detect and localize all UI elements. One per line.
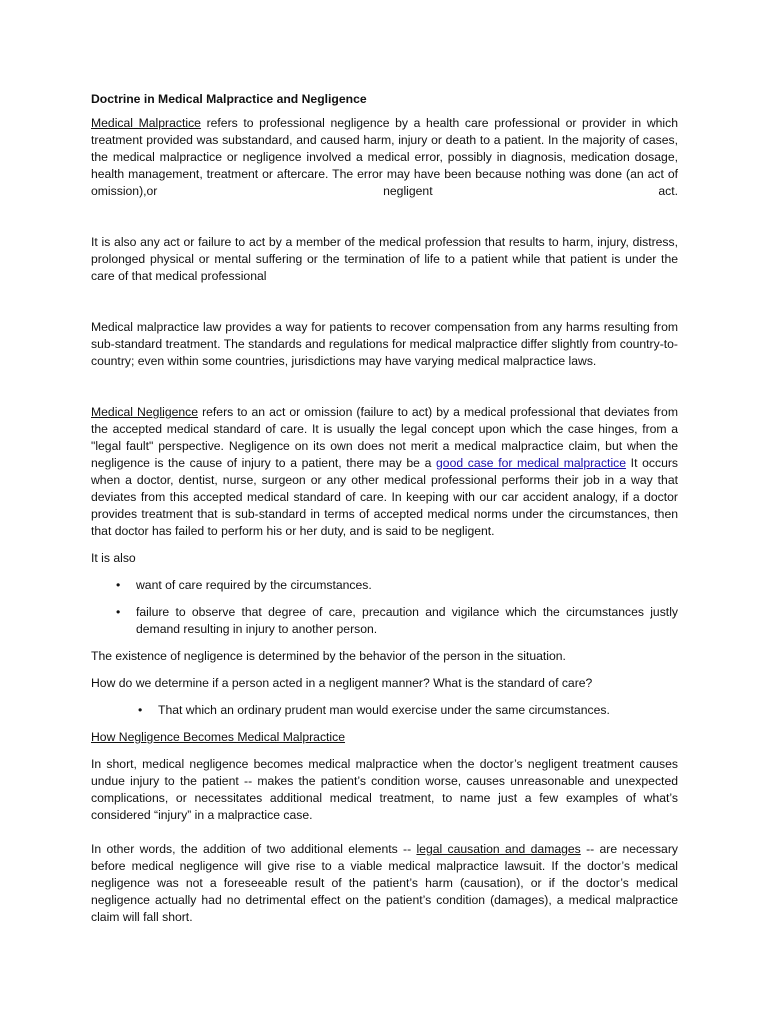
bullet-list-negligence: [116, 577, 678, 638]
list-item-text: want of care required by the circumstances.: [136, 578, 372, 592]
term-legal-causation: legal causation and damages: [416, 842, 581, 856]
paragraph-it-is-also: It is also: [91, 551, 136, 565]
document-page: [91, 91, 678, 926]
list-item: [138, 702, 678, 719]
bullet-list-standard-of-care: [138, 702, 678, 719]
paragraph-act-or-failure: It is also any act or failure to act by a member of the medical profession that results to harm, injury, distress, prolonged physical or mental suffering or the termination of life to a patient while that patient is under the care of that medical professional: [91, 235, 678, 283]
paragraph-text: refers to professional negligence by a health care professional or provider in which treatment provided was substandard, and caused harm, injury or death to a patient. In the majority of cases, the medical malpractice or negligence involved a medical error, possibly in diagnosis, medication dosage, health management, treatment or aftercare. The error may have been because nothing was done (an act of omission),or negligent act.: [91, 116, 678, 198]
bullet-icon: •: [116, 578, 121, 592]
list-item-text: failure to observe that degree of care, precaution and vigilance which the circumstances justly demand resulting in injury to another person.: [136, 605, 678, 636]
paragraph-malpractice-law: Medical malpractice law provides a way for patients to recover compensation from any harms resulting from sub-standard treatment. The standards and regulations for medical malpractice differ slightly from country-to-country; even within some countries, jurisdictions may have varying medical malpractice laws.: [91, 320, 678, 368]
section-heading: How Negligence Becomes Medical Malpractice: [91, 730, 346, 744]
term-medical-malpractice: Medical Malpractice: [91, 116, 201, 130]
paragraph-medical-negligence: [91, 404, 678, 540]
list-item: [116, 604, 678, 638]
term-medical-negligence: Medical Negligence: [91, 405, 199, 419]
paragraph-in-short: In short, medical negligence becomes medical malpractice when the doctor’s negligent treatment causes undue injury to the patient -- makes the patient’s condition worse, causes unreasonable and unexpected complications, or necessitates additional medical treatment, to name just a few examples of what’s considered “injury” in a malpractice case.: [91, 757, 678, 822]
malpractice-case-link[interactable]: good case for medical malpractice: [436, 456, 627, 470]
paragraph-medical-malpractice: [91, 115, 678, 200]
paragraph-text: In other words, the addition of two additional elements --: [91, 842, 417, 856]
paragraph-text: -- are necessary before medical negligence will give rise to a viable medical malpractice lawsuit. If the doctor’s medical negligence was not a foreseeable result of the patient’s harm (causation), or if the doctor’s medical negligence actually had no detrimental effect on the patient’s condition (damages), a medical malpractice claim will fall short.: [91, 842, 678, 924]
paragraph-text: refers to an act or omission (failure to act) by a medical professional that deviates from the accepted medical standard of care. It is usually the legal concept upon which the case hinges, from a "legal fault" perspective. Negligence on its own does not merit a medical malpractice claim, but when the negligence is the cause of injury to a patient, there may be a: [91, 405, 678, 470]
paragraph-in-other-words: [91, 841, 678, 926]
list-item: [116, 577, 678, 594]
list-item-text: That which an ordinary prudent man would exercise under the same circumstances.: [158, 703, 610, 717]
bullet-icon: •: [138, 703, 143, 717]
paragraph-text: It occurs when a doctor, dentist, nurse, surgeon or any other medical professional performs their job in a way that deviates from this accepted medical standard of care. In keeping with our car accident analogy, if a doctor provides treatment that is sub-standard in terms of accepted medical norms under the circumstances, then that doctor has failed to perform his or her duty, and is said to be negligent.: [91, 456, 678, 538]
paragraph-existence-of-negligence: The existence of negligence is determined by the behavior of the person in the situation.: [91, 649, 566, 663]
paragraph-standard-of-care-question: How do we determine if a person acted in a negligent manner? What is the standard of care?: [91, 676, 593, 690]
bullet-icon: •: [116, 605, 121, 619]
document-title: Doctrine in Medical Malpractice and Negligence: [91, 92, 367, 106]
